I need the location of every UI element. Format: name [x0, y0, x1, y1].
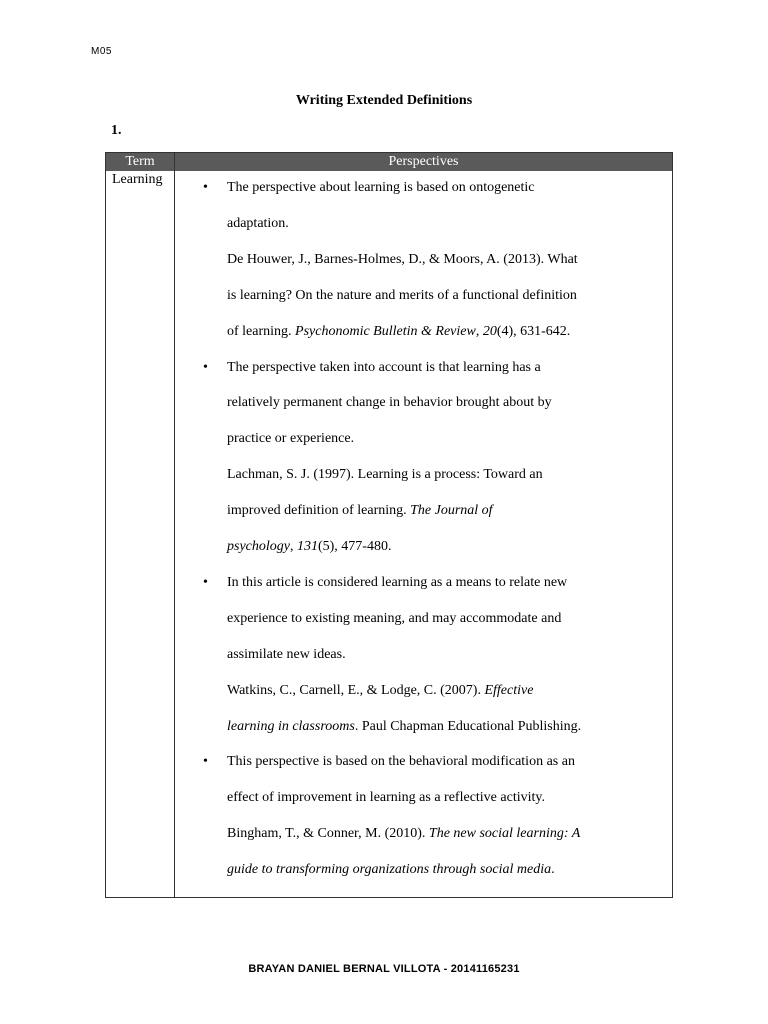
- reference-line: is learning? On the nature and merits of a functional definition: [227, 287, 577, 303]
- perspectives-cell: [175, 171, 672, 897]
- reference-line: Watkins, C., Carnell, E., & Lodge, C. (2007). Effective: [227, 682, 534, 698]
- reference-line: of learning. Psychonomic Bulletin & Review, 20(4), 631-642.: [227, 323, 571, 339]
- reference-line: learning in classrooms. Paul Chapman Educational Publishing.: [227, 718, 582, 734]
- perspective-text-line: relatively permanent change in behavior brought about by: [227, 395, 552, 411]
- reference-line: Lachman, S. J. (1997). Learning is a process: Toward an: [227, 467, 543, 483]
- reference-line: psychology, 131(5), 477-480.: [227, 539, 392, 554]
- header-tag: M05: [91, 46, 112, 57]
- reference-line: De Houwer, J., Barnes-Holmes, D., & Moors, A. (2013). What: [227, 251, 578, 267]
- term-cell: Learning: [112, 172, 163, 187]
- perspective-text-line: In this article is considered learning as a means to relate new: [227, 574, 568, 590]
- document-title: Writing Extended Definitions: [295, 93, 473, 108]
- perspective-text-line: This perspective is based on the behavioral modification as an: [227, 754, 575, 770]
- section-number: 1.: [111, 123, 122, 138]
- perspective-text-line: The perspective about learning is based on ontogenetic: [227, 180, 535, 195]
- perspective-text-line: assimilate new ideas.: [227, 646, 346, 662]
- reference-line: guide to transforming organizations through social media.: [227, 862, 555, 878]
- bullet-icon: •: [203, 754, 208, 770]
- bullet-icon: •: [203, 359, 208, 375]
- header-term: Term: [125, 154, 155, 169]
- perspective-text-line: practice or experience.: [227, 431, 355, 447]
- table-header-row: [106, 153, 672, 171]
- definitions-table: [105, 152, 673, 898]
- bullet-icon: •: [203, 180, 208, 195]
- bullet-icon: •: [203, 574, 208, 590]
- reference-line: improved definition of learning. The Journal of: [227, 503, 493, 519]
- perspective-text-line: experience to existing meaning, and may accommodate and: [227, 610, 562, 626]
- perspective-text-line: adaptation.: [227, 215, 289, 231]
- footer-author: BRAYAN DANIEL BERNAL VILLOTA - 20141165231: [248, 963, 520, 975]
- perspective-text-line: The perspective taken into account is that learning has a: [227, 359, 541, 375]
- perspective-text-line: effect of improvement in learning as a reflective activity.: [227, 790, 545, 806]
- reference-line: Bingham, T., & Conner, M. (2010). The new social learning: A: [227, 826, 581, 842]
- header-perspectives: Perspectives: [388, 154, 459, 169]
